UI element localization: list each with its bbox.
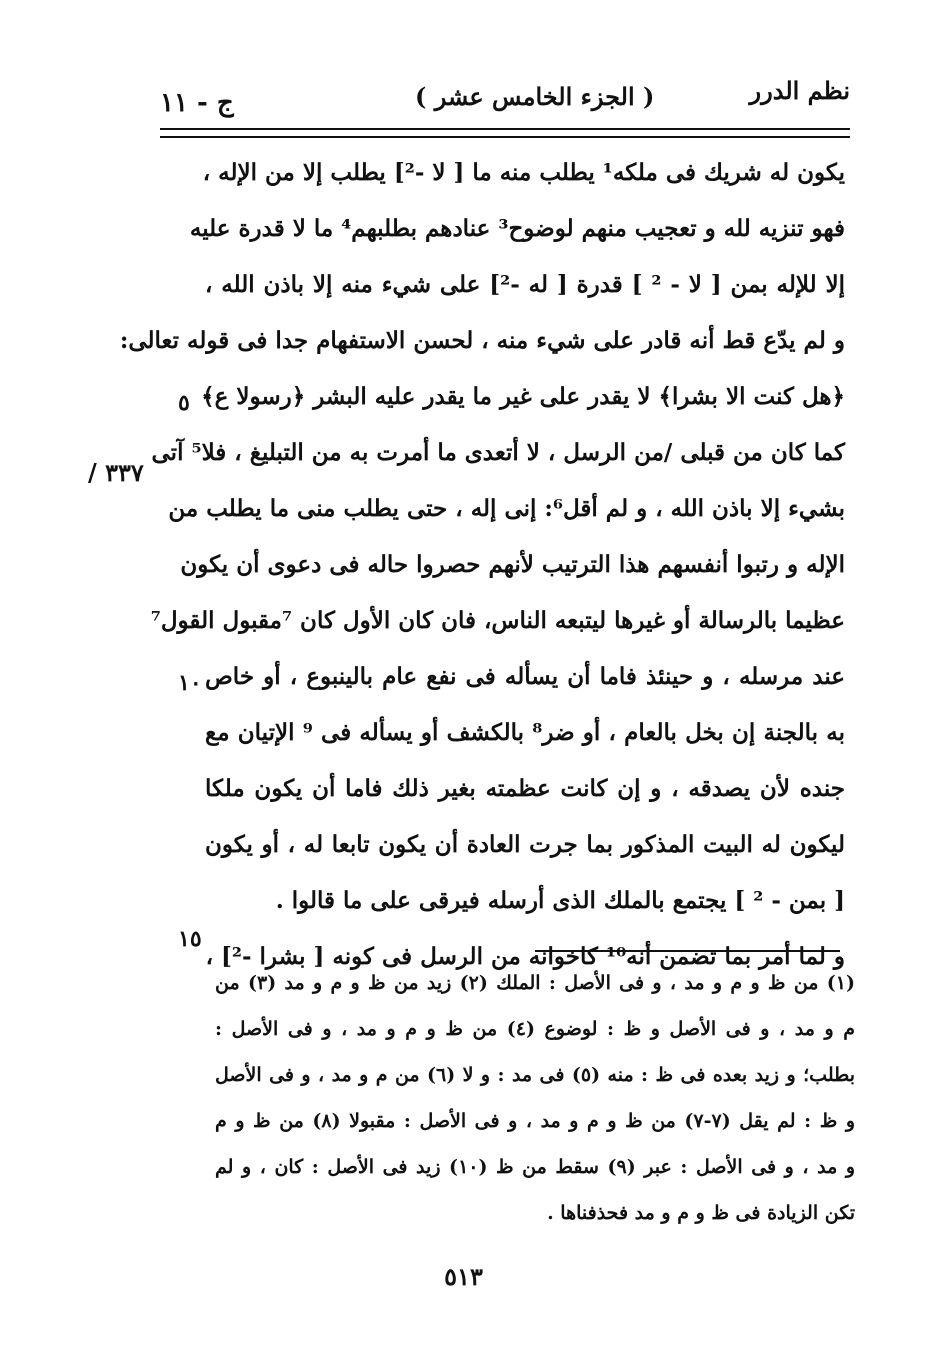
footnote-rule [535, 950, 840, 952]
text-line: ليكون له البيت المذكور بما جرت العادة أن يكون تابعا له ، أو يكون [205, 831, 845, 858]
line-number-5: ٥ [178, 390, 190, 416]
margin-reference: ٣٣٧ / [88, 458, 144, 487]
line-number-15: ١٥ [178, 926, 202, 952]
header-double-rule [160, 128, 850, 138]
page-header [160, 72, 850, 122]
footnote-line: م و مد ، و فى الأصل و ظ : لوضوع (٤) من ظ و م و مد ، و فى الأصل : [215, 1018, 855, 1040]
footnote-line: تكن الزيادة فى ظ و م و مد فحذفناها . [547, 1202, 855, 1224]
text-line: [ بمن - ² ] يجتمع بالملك الذى أرسله فيرقى على ما قالوا . [275, 887, 845, 914]
text-line: يكون له شريك فى ملكه¹ يطلب منه ما [ لا -²] يطلب إلا من الإله ، [202, 159, 845, 186]
text-line: به بالجنة إن بخل بالعام ، أو ضر⁸ بالكشف أو يسأله فى ⁹ الإتيان مع [205, 719, 846, 746]
footnote-line: (١) من ظ و م و مد ، و فى الأصل : الملك (٢) زيد من ظ و م و مد (٣) من [215, 972, 856, 994]
footnote-line: و ظ : لم يقل (٧-٧) من ظ و م و مد ، و فى الأصل : مقبولا (٨) من ظ و م [215, 1110, 856, 1132]
text-line: جنده لأن يصدقه ، و إن كانت عظمته بغير ذلك فاما أن يكون ملكا [205, 775, 845, 802]
text-line: و لما أمر بما تضمن أنه¹⁰ كاخوانه من الرسل فى كونه [ بشرا -²] ، [205, 943, 845, 970]
volume-number: ج - ١١ [160, 88, 234, 118]
text-line: و لم يدّع قط أنه قادر على شيء منه ، لحسن الاستفهام جدا فى قوله تعالى: [119, 327, 845, 354]
text-line: عظيما بالرسالة أو غيرها ليتبعه الناس، فان كان الأول كان ⁷مقبول القول⁷ [150, 607, 845, 634]
footnote-line: و مد ، و فى الأصل : عبر (٩) سقط من ظ (١٠) زيد فى الأصل : كان ، و لم [215, 1156, 856, 1178]
text-line: بشيء إلا باذن الله ، و لم أقل⁶: إنى إله ، حتى يطلب منى ما يطلب من [168, 495, 845, 522]
text-line: الإله و رتبوا أنفسهم هذا الترتيب لأنهم حصروا حاله فى دعوى أن يكون [180, 551, 845, 578]
footnotes [215, 960, 855, 1236]
text-line: كما كان من قبلى /من الرسل ، لا أتعدى ما أمرت به من التبليغ ، فلا⁵ آتى [151, 439, 845, 466]
part-title: ( الجزء الخامس عشر ) [415, 82, 655, 111]
text-line: ﴿هل كنت الا بشرا﴾ لا يقدر على غير ما يقدر عليه البشر ﴿رسولا ع﴾ [201, 383, 845, 410]
line-number-10: ١٠ [178, 670, 202, 696]
text-line: عند مرسله ، و حينئذ فاما أن يسأله فى نفع عام بالينبوع ، أو خاص [205, 663, 845, 690]
text-line: إلا للإله بمن [ لا - ² ] قدرة [ له -²] على شيء منه إلا باذن الله ، [205, 271, 846, 298]
footnote-line: بطلب؛ و زيد بعده فى ظ : منه (٥) فى مد : و لا (٦) من م و مد ، و فى الأصل [215, 1064, 855, 1086]
page-number: ٥١٣ [444, 1262, 483, 1291]
text-line: فهو تنزيه لله و تعجيب منهم لوضوح³ عنادهم بطلبهم⁴ ما لا قدرة عليه [189, 215, 845, 242]
book-title: نظم الدرر [749, 76, 850, 105]
